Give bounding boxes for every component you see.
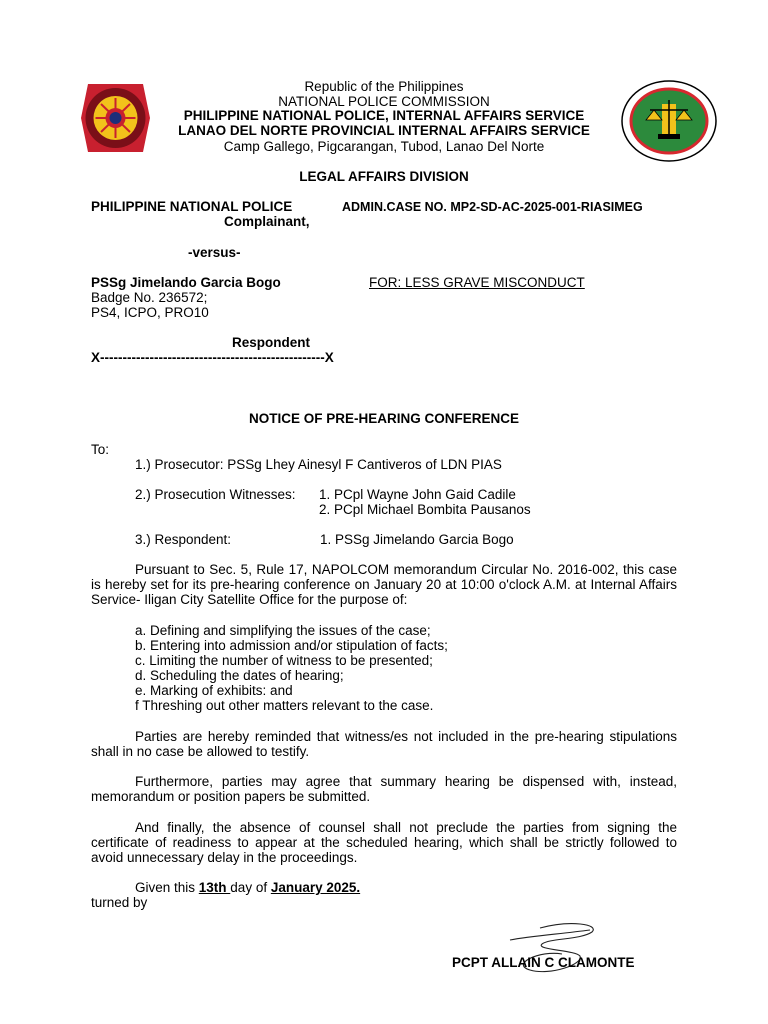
witnesses-label: 2.) Prosecution Witnesses: bbox=[135, 487, 296, 502]
to-label: To: bbox=[91, 442, 110, 457]
purpose-item-d: d. Scheduling the dates of hearing; bbox=[135, 668, 344, 683]
witness-1: 1. PCpl Wayne John Gaid Cadile bbox=[319, 487, 516, 502]
charge-label: FOR: LESS GRAVE MISCONDUCT bbox=[369, 275, 585, 290]
purpose-item-b: b. Entering into admission and/or stipulation of facts; bbox=[135, 638, 448, 653]
respondent-label: Respondent bbox=[232, 335, 311, 350]
given-prefix: Given this bbox=[135, 880, 199, 895]
division-heading: LEGAL AFFAIRS DIVISION bbox=[299, 169, 469, 184]
respondent-name: PSSg Jimelando Garcia Bogo bbox=[91, 275, 281, 290]
napolcom-line: NATIONAL POLICE COMMISSION bbox=[278, 94, 490, 109]
paragraph-counsel: And finally, the absence of counsel shall not preclude the parties from signing the certificate of readiness to appear at the scheduled hearing, which shall be strictly followed to avoid unnecessary delay in the proceedings. bbox=[91, 820, 677, 865]
respondent-unit: PS4, ICPO, PRO10 bbox=[91, 305, 209, 320]
purpose-item-f: f Threshing out other matters relevant to the case. bbox=[135, 698, 434, 713]
paragraph-pursuant: Pursuant to Sec. 5, Rule 17, NAPOLCOM memorandum Circular No. 2016-002, this case is hereby set for its pre-hearing conference on January 20 at 10:00 o'clock A.M. at Internal Affairs Service- Iligan City Satellite Office for the purpose of: bbox=[91, 562, 677, 607]
given-day: 13th bbox=[198, 880, 231, 895]
complainant-label: Complainant, bbox=[224, 214, 310, 229]
badge-number: Badge No. 236572; bbox=[91, 290, 208, 305]
versus-label: -versus- bbox=[188, 245, 241, 260]
purpose-item-a: a. Defining and simplifying the issues of the case; bbox=[135, 623, 431, 638]
notice-title: NOTICE OF PRE-HEARING CONFERENCE bbox=[248, 411, 519, 426]
signature bbox=[480, 910, 630, 990]
respondent-item-value: 1. PSSg Jimelando Garcia Bogo bbox=[320, 532, 514, 547]
provincial-ias-line: LANAO DEL NORTE PROVINCIAL INTERNAL AFFAIRS SERVICE bbox=[178, 123, 590, 138]
given-month: January 2025. bbox=[270, 880, 361, 895]
case-number: ADMIN.CASE NO. MP2-SD-AC-2025-001-RIASIMEG bbox=[342, 200, 643, 214]
given-line bbox=[135, 880, 360, 895]
ias-seal-icon bbox=[620, 80, 718, 162]
purpose-item-e: e. Marking of exhibits: and bbox=[135, 683, 293, 698]
complainant-name: PHILIPPINE NATIONAL POLICE bbox=[91, 199, 293, 214]
signatory-name: PCPT ALLAIN C CLAMONTE bbox=[452, 955, 635, 970]
republic-line: Republic of the Philippines bbox=[304, 79, 464, 94]
given-mid: day of bbox=[230, 880, 271, 895]
respondent-item-label: 3.) Respondent: bbox=[135, 532, 232, 547]
turned-by-label: turned by bbox=[91, 895, 148, 910]
pnp-ias-line: PHILIPPINE NATIONAL POLICE, INTERNAL AFFAIRS SERVICE bbox=[183, 108, 585, 123]
purpose-item-c: c. Limiting the number of witness to be presented; bbox=[135, 653, 433, 668]
paragraph-summary-hearing: Furthermore, parties may agree that summary hearing be dispensed with, instead, memorandum or position papers be submitted. bbox=[91, 774, 677, 804]
prosecutor-item: 1.) Prosecutor: PSSg Lhey Ainesyl F Cantiveros of LDN PIAS bbox=[135, 457, 502, 472]
address-line: Camp Gallego, Pigcarangan, Tubod, Lanao Del Norte bbox=[223, 139, 545, 154]
paragraph-reminder: Parties are hereby reminded that witness/es not included in the pre-hearing stipulations shall in no case be allowed to testify. bbox=[91, 729, 677, 759]
witness-2: 2. PCpl Michael Bombita Pausanos bbox=[319, 502, 531, 517]
caption-separator: X--------------------------------------------------X bbox=[91, 350, 334, 365]
